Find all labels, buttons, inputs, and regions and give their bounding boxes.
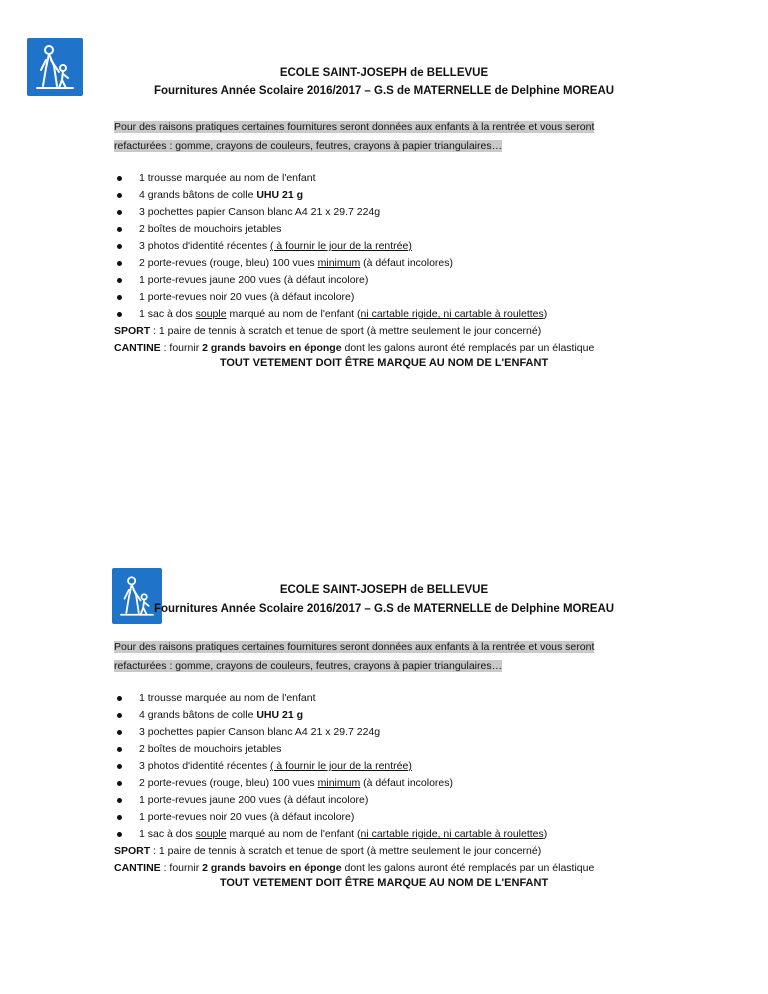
item-text: 2 porte-revues (rouge, bleu) 100 vues bbox=[139, 257, 318, 269]
item-emphasis: souple bbox=[195, 828, 227, 840]
item-note: ( à fournir le jour de la rentrée) bbox=[270, 760, 412, 772]
item-text: 3 photos d'identité récentes bbox=[139, 760, 271, 772]
supply-list bbox=[114, 170, 547, 323]
item-text: 4 grands bâtons de colle bbox=[139, 709, 257, 721]
item-text: 1 porte-revues noir 20 vues (à défaut incolore) bbox=[139, 291, 355, 303]
item-text: 1 sac à dos bbox=[139, 828, 196, 840]
list-item bbox=[114, 255, 547, 272]
item-text: 1 porte-revues jaune 200 vues (à défaut incolore) bbox=[139, 794, 369, 806]
item-text: ) bbox=[543, 308, 548, 320]
sport-line bbox=[114, 323, 541, 340]
list-item bbox=[114, 775, 547, 792]
item-text: 2 boîtes de mouchoirs jetables bbox=[139, 223, 282, 235]
list-item bbox=[114, 724, 547, 741]
list-item bbox=[114, 690, 547, 707]
school-name: ECOLE SAINT-JOSEPH de BELLEVUE bbox=[279, 67, 489, 79]
item-text: ) bbox=[543, 828, 548, 840]
list-item bbox=[114, 741, 547, 758]
list-item bbox=[114, 809, 547, 826]
sport-label: SPORT bbox=[114, 845, 151, 857]
cantine-label: CANTINE bbox=[114, 342, 161, 354]
item-text: 3 photos d'identité récentes bbox=[139, 240, 271, 252]
intro-text: Pour des raisons pratiques certaines fournitures seront données aux enfants à la rentrée et vous seront refacturées : gomme, crayons de couleurs, feutres, crayons à papier triangulaires… bbox=[114, 641, 595, 672]
item-emphasis: minimum bbox=[317, 257, 361, 269]
item-note: ni cartable rigide, ni cartable à roulettes bbox=[360, 308, 544, 320]
item-text: marqué au nom de l'enfant ( bbox=[226, 828, 361, 840]
item-text: 1 sac à dos bbox=[139, 308, 196, 320]
item-emphasis: minimum bbox=[317, 777, 361, 789]
item-text: 3 pochettes papier Canson blanc A4 21 x 29.7 224g bbox=[139, 726, 381, 738]
list-item bbox=[114, 707, 547, 724]
supply-list-sheet-1 bbox=[0, 0, 768, 460]
supply-list-sheet-2 bbox=[0, 528, 768, 988]
cantine-label: CANTINE bbox=[114, 862, 161, 874]
school-name: ECOLE SAINT-JOSEPH de BELLEVUE bbox=[279, 584, 489, 596]
item-brand: UHU 21 g bbox=[256, 709, 304, 721]
supply-list-subtitle: Fournitures Année Scolaire 2016/2017 – G.S de MATERNELLE de Delphine MOREAU bbox=[153, 603, 615, 615]
list-item bbox=[114, 187, 547, 204]
item-text: 1 porte-revues jaune 200 vues (à défaut incolore) bbox=[139, 274, 369, 286]
supply-list-subtitle: Fournitures Année Scolaire 2016/2017 – G.S de MATERNELLE de Delphine MOREAU bbox=[153, 85, 615, 97]
item-note: ( à fournir le jour de la rentrée) bbox=[270, 240, 412, 252]
list-item bbox=[114, 170, 547, 187]
list-item bbox=[114, 221, 547, 238]
cantine-bold: 2 grands bavoirs en éponge bbox=[202, 342, 342, 354]
footer-notice: TOUT VETEMENT DOIT ÊTRE MARQUE AU NOM DE L'ENFANT bbox=[219, 357, 549, 369]
cantine-line bbox=[114, 340, 594, 357]
cantine-text: dont les galons auront été remplacés par un élastique bbox=[341, 862, 595, 874]
cantine-line bbox=[114, 860, 594, 877]
item-note: (à défaut incolores) bbox=[360, 777, 454, 789]
item-text: 1 trousse marquée au nom de l'enfant bbox=[139, 692, 316, 704]
list-item bbox=[114, 204, 547, 221]
cantine-text: : fournir bbox=[160, 862, 203, 874]
intro-text: Pour des raisons pratiques certaines fournitures seront données aux enfants à la rentrée et vous seront refacturées : gomme, crayons de couleurs, feutres, crayons à papier triangulaires… bbox=[114, 121, 595, 152]
item-text: 1 porte-revues noir 20 vues (à défaut incolore) bbox=[139, 811, 355, 823]
sport-line bbox=[114, 843, 541, 860]
item-text: 2 porte-revues (rouge, bleu) 100 vues bbox=[139, 777, 318, 789]
item-text: marqué au nom de l'enfant ( bbox=[226, 308, 361, 320]
item-note: (à défaut incolores) bbox=[360, 257, 454, 269]
intro-paragraph bbox=[114, 118, 634, 156]
cantine-text: dont les galons auront été remplacés par un élastique bbox=[341, 342, 595, 354]
list-item bbox=[114, 272, 547, 289]
supply-list bbox=[114, 690, 547, 843]
sport-text: : 1 paire de tennis à scratch et tenue de sport (à mettre seulement le jour concerné) bbox=[150, 325, 542, 337]
item-text: 3 pochettes papier Canson blanc A4 21 x 29.7 224g bbox=[139, 206, 381, 218]
item-emphasis: souple bbox=[195, 308, 227, 320]
list-item bbox=[114, 758, 547, 775]
cantine-text: : fournir bbox=[160, 342, 203, 354]
sport-label: SPORT bbox=[114, 325, 151, 337]
item-note: ni cartable rigide, ni cartable à roulettes bbox=[360, 828, 544, 840]
cantine-bold: 2 grands bavoirs en éponge bbox=[202, 862, 342, 874]
sport-text: : 1 paire de tennis à scratch et tenue de sport (à mettre seulement le jour concerné) bbox=[150, 845, 542, 857]
item-text: 1 trousse marquée au nom de l'enfant bbox=[139, 172, 316, 184]
list-item bbox=[114, 289, 547, 306]
list-item bbox=[114, 826, 547, 843]
intro-paragraph bbox=[114, 638, 634, 676]
item-brand: UHU 21 g bbox=[256, 189, 304, 201]
item-text: 2 boîtes de mouchoirs jetables bbox=[139, 743, 282, 755]
list-item bbox=[114, 306, 547, 323]
list-item bbox=[114, 792, 547, 809]
list-item bbox=[114, 238, 547, 255]
footer-notice: TOUT VETEMENT DOIT ÊTRE MARQUE AU NOM DE L'ENFANT bbox=[219, 877, 549, 889]
item-text: 4 grands bâtons de colle bbox=[139, 189, 257, 201]
